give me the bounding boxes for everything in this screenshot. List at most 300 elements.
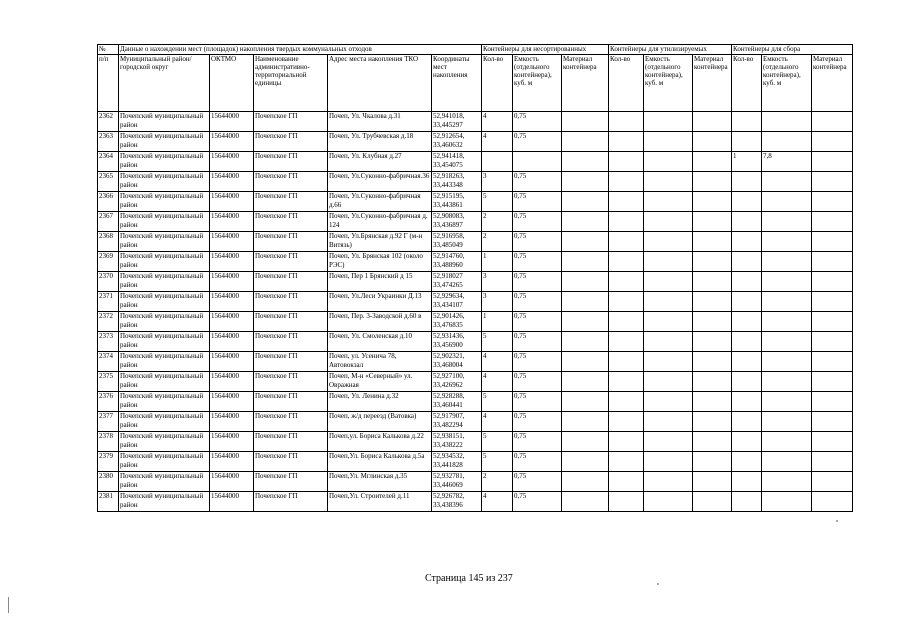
header-group-recycle: Контейнеры для утилизируемых: [609, 45, 732, 55]
cell-m2: [693, 212, 732, 232]
cell-address: Почеп, Ул. Чкалова д.31: [328, 112, 432, 132]
cell-m2: [693, 132, 732, 152]
cell-address: Почеп,Ул. Бориса Калькова д.5а: [328, 452, 432, 472]
cell-q2: [609, 292, 644, 312]
cell-m2: [693, 432, 732, 452]
cell-m1: [562, 112, 609, 132]
cell-q2: [609, 432, 644, 452]
cell-c1: 0,75: [513, 452, 562, 472]
cell-m3: [812, 192, 853, 212]
cell-unit: Почепское ГП: [254, 112, 328, 132]
header-row-groups: [98, 45, 853, 55]
cell-address: Почеп, Ул.Суконно-фабричная д. 124: [328, 212, 432, 232]
cell-m3: [812, 132, 853, 152]
cell-oktmo: 15644000: [210, 112, 254, 132]
cell-no: 2374: [98, 352, 119, 372]
cell-no: 2376: [98, 392, 119, 412]
cell-m2: [693, 392, 732, 412]
cell-c3: [762, 432, 812, 452]
cell-m3: [812, 432, 853, 452]
cell-unit: Почепское ГП: [254, 472, 328, 492]
cell-c1: 0,75: [513, 252, 562, 272]
cell-c1: 0,75: [513, 232, 562, 252]
cell-oktmo: 15644000: [210, 272, 254, 292]
cell-unit: Почепское ГП: [254, 432, 328, 452]
cell-c3: [762, 272, 812, 292]
table-body: [98, 112, 853, 512]
table-row: [98, 192, 853, 212]
table-row: [98, 332, 853, 352]
cell-m1: [562, 252, 609, 272]
table-row: [98, 272, 853, 292]
cell-q2: [609, 152, 644, 172]
cell-q3: [732, 112, 762, 132]
cell-c2: [644, 452, 693, 472]
cell-coords: 52,927100, 33,426962: [432, 372, 482, 392]
cell-address: Почеп, Ул.Суконно-фабричная.36: [328, 172, 432, 192]
cell-no: 2371: [98, 292, 119, 312]
cell-m2: [693, 332, 732, 352]
cell-q3: [732, 412, 762, 432]
cell-no: 2380: [98, 472, 119, 492]
header-np: п/п: [98, 55, 119, 112]
cell-district: Почепский муниципальный район: [119, 172, 210, 192]
cell-q2: [609, 172, 644, 192]
cell-m1: [562, 332, 609, 352]
cell-coords: 52,902321, 33,468004: [432, 352, 482, 372]
table-row: [98, 292, 853, 312]
cell-c2: [644, 372, 693, 392]
cell-q2: [609, 492, 644, 512]
cell-district: Почепский муниципальный район: [119, 312, 210, 332]
cell-c1: 0,75: [513, 352, 562, 372]
cell-coords: 52,931436, 33,456900: [432, 332, 482, 352]
cell-m1: [562, 192, 609, 212]
cell-q1: 1: [482, 312, 513, 332]
cell-c3: [762, 392, 812, 412]
header-capacity-recycle: Емкость (отдельного контейнера), куб. м: [644, 55, 693, 112]
cell-m1: [562, 272, 609, 292]
cell-c2: [644, 472, 693, 492]
cell-c3: [762, 132, 812, 152]
cell-q2: [609, 452, 644, 472]
cell-m1: [562, 392, 609, 412]
cell-c1: 0,75: [513, 192, 562, 212]
cell-coords: 52,926782, 33,438396: [432, 492, 482, 512]
table-row: [98, 312, 853, 332]
scan-speck: [836, 520, 838, 522]
cell-q3: [732, 312, 762, 332]
cell-c3: [762, 412, 812, 432]
cell-q1: 4: [482, 372, 513, 392]
cell-coords: 52,918263, 33,443348: [432, 172, 482, 192]
cell-q2: [609, 352, 644, 372]
cell-m1: [562, 232, 609, 252]
cell-coords: 52,917907, 33,482294: [432, 412, 482, 432]
cell-q2: [609, 392, 644, 412]
cell-oktmo: 15644000: [210, 212, 254, 232]
cell-q3: 1: [732, 152, 762, 172]
cell-coords: 52,914760, 33,488960: [432, 252, 482, 272]
cell-no: 2379: [98, 452, 119, 472]
cell-district: Почепский муниципальный район: [119, 352, 210, 372]
cell-m1: [562, 472, 609, 492]
cell-oktmo: 15644000: [210, 252, 254, 272]
table-row: [98, 372, 853, 392]
table-row: [98, 212, 853, 232]
cell-c1: 0,75: [513, 372, 562, 392]
cell-c2: [644, 392, 693, 412]
cell-c3: [762, 372, 812, 392]
cell-c3: 7,8: [762, 152, 812, 172]
cell-q2: [609, 312, 644, 332]
cell-c3: [762, 492, 812, 512]
header-material-recycle: Материал контейнера: [693, 55, 732, 112]
cell-address: Почеп, М-н «Северный» ул. Овражная: [328, 372, 432, 392]
cell-c3: [762, 452, 812, 472]
cell-address: Почеп, Ул.Суконно-фабричная д.66: [328, 192, 432, 212]
cell-m2: [693, 312, 732, 332]
cell-q1: 4: [482, 352, 513, 372]
header-group-collect: Контейнеры для сбора: [732, 45, 853, 55]
cell-c3: [762, 312, 812, 332]
cell-oktmo: 15644000: [210, 332, 254, 352]
cell-c2: [644, 412, 693, 432]
cell-c1: 0,75: [513, 112, 562, 132]
header-no: №: [98, 45, 119, 55]
cell-address: Почеп, Пер. 3-Заводской д.60 в: [328, 312, 432, 332]
cell-m3: [812, 112, 853, 132]
cell-district: Почепский муниципальный район: [119, 392, 210, 412]
cell-address: Почеп, Пер 1 Брянский д 15: [328, 272, 432, 292]
cell-oktmo: 15644000: [210, 372, 254, 392]
cell-q3: [732, 452, 762, 472]
cell-c3: [762, 192, 812, 212]
cell-m1: [562, 412, 609, 432]
cell-district: Почепский муниципальный район: [119, 292, 210, 312]
cell-no: 2381: [98, 492, 119, 512]
cell-m3: [812, 492, 853, 512]
header-material-nonsorted: Материал контейнера: [562, 55, 609, 112]
cell-coords: 52,918027 33,474265: [432, 272, 482, 292]
cell-q3: [732, 252, 762, 272]
header-admname: Наименование административно-территориальной единицы: [254, 55, 328, 112]
cell-unit: Почепское ГП: [254, 212, 328, 232]
page-number: Страница 145 из 237: [425, 573, 513, 584]
cell-q1: 5: [482, 192, 513, 212]
cell-m1: [562, 452, 609, 472]
cell-oktmo: 15644000: [210, 172, 254, 192]
cell-no: 2365: [98, 172, 119, 192]
scan-speck: [657, 583, 659, 585]
cell-q3: [732, 372, 762, 392]
cell-q1: 5: [482, 392, 513, 412]
cell-m3: [812, 412, 853, 432]
cell-district: Почепский муниципальный район: [119, 412, 210, 432]
cell-coords: 52,941418, 33,454075: [432, 152, 482, 172]
table-row: [98, 412, 853, 432]
cell-q2: [609, 252, 644, 272]
header-row-columns: [98, 55, 853, 112]
cell-c1: 0,75: [513, 412, 562, 432]
cell-m1: [562, 152, 609, 172]
cell-c3: [762, 212, 812, 232]
cell-q3: [732, 352, 762, 372]
header-capacity-nonsorted: Емкость (отдельного контейнера), куб. м: [513, 55, 562, 112]
cell-oktmo: 15644000: [210, 192, 254, 212]
cell-no: 2364: [98, 152, 119, 172]
cell-address: Почеп, Ул. Ленина д.32: [328, 392, 432, 412]
cell-address: Почеп, ул. Усенича 78, Автовокзал: [328, 352, 432, 372]
cell-address: Почеп,Ул. Мглинская д.35: [328, 472, 432, 492]
cell-address: Почеп, Ул.Леси Украинки Д.13: [328, 292, 432, 312]
cell-c2: [644, 352, 693, 372]
cell-no: 2370: [98, 272, 119, 292]
cell-district: Почепский муниципальный район: [119, 372, 210, 392]
cell-unit: Почепское ГП: [254, 312, 328, 332]
cell-c2: [644, 492, 693, 512]
cell-oktmo: 15644000: [210, 392, 254, 412]
waste-sites-table: [97, 44, 853, 512]
cell-oktmo: 15644000: [210, 292, 254, 312]
cell-unit: Почепское ГП: [254, 252, 328, 272]
cell-q1: 4: [482, 132, 513, 152]
cell-coords: 52,908083, 33,436897: [432, 212, 482, 232]
cell-m3: [812, 172, 853, 192]
cell-unit: Почепское ГП: [254, 352, 328, 372]
cell-q1: 5: [482, 332, 513, 352]
cell-oktmo: 15644000: [210, 432, 254, 452]
cell-coords: 52,915195, 33,443861: [432, 192, 482, 212]
cell-oktmo: 15644000: [210, 472, 254, 492]
cell-district: Почепский муниципальный район: [119, 232, 210, 252]
cell-coords: 52,932781, 33,446069: [432, 472, 482, 492]
header-group-nonsorted: Контейнеры для несортированных: [482, 45, 609, 55]
cell-q1: 5: [482, 432, 513, 452]
cell-q3: [732, 292, 762, 312]
cell-unit: Почепское ГП: [254, 172, 328, 192]
cell-district: Почепский муниципальный район: [119, 132, 210, 152]
cell-coords: 52,934532, 33,441828: [432, 452, 482, 472]
cell-coords: 52,912654, 33,460632: [432, 132, 482, 152]
cell-m2: [693, 232, 732, 252]
cell-c1: 0,75: [513, 132, 562, 152]
cell-district: Почепский муниципальный район: [119, 192, 210, 212]
cell-c2: [644, 192, 693, 212]
cell-q2: [609, 412, 644, 432]
cell-c3: [762, 172, 812, 192]
cell-unit: Почепское ГП: [254, 152, 328, 172]
cell-c1: 0,75: [513, 172, 562, 192]
cell-c1: 0,75: [513, 332, 562, 352]
cell-q3: [732, 192, 762, 212]
cell-m3: [812, 292, 853, 312]
cell-m2: [693, 192, 732, 212]
cell-c3: [762, 232, 812, 252]
cell-c3: [762, 332, 812, 352]
cell-q3: [732, 472, 762, 492]
cell-oktmo: 15644000: [210, 132, 254, 152]
cell-q3: [732, 172, 762, 192]
cell-m1: [562, 372, 609, 392]
table-row: [98, 112, 853, 132]
cell-m2: [693, 492, 732, 512]
cell-m2: [693, 472, 732, 492]
cell-c1: 0,75: [513, 432, 562, 452]
cell-c3: [762, 472, 812, 492]
table-row: [98, 432, 853, 452]
cell-district: Почепский муниципальный район: [119, 272, 210, 292]
table-row: [98, 392, 853, 412]
cell-q1: 4: [482, 492, 513, 512]
header-coords: Координаты мест накопления: [432, 55, 482, 112]
cell-c2: [644, 252, 693, 272]
cell-q1: 4: [482, 112, 513, 132]
cell-c2: [644, 172, 693, 192]
cell-oktmo: 15644000: [210, 412, 254, 432]
cell-m2: [693, 352, 732, 372]
cell-m3: [812, 212, 853, 232]
cell-address: Почеп, Ул.Брянская д.92 Г (м-н Витязь): [328, 232, 432, 252]
cell-q1: 2: [482, 472, 513, 492]
cell-address: Почеп, ж/д переезд (Ватовка): [328, 412, 432, 432]
cell-oktmo: 15644000: [210, 492, 254, 512]
cell-q1: 2: [482, 232, 513, 252]
cell-address: Почеп, Ул. Клубная д.27: [328, 152, 432, 172]
cell-coords: 52,916958, 33,485049: [432, 232, 482, 252]
cell-m1: [562, 492, 609, 512]
cell-no: 2373: [98, 332, 119, 352]
cell-c2: [644, 132, 693, 152]
cell-unit: Почепское ГП: [254, 132, 328, 152]
cell-q2: [609, 332, 644, 352]
cell-m1: [562, 292, 609, 312]
cell-c1: 0,75: [513, 472, 562, 492]
table-row: [98, 472, 853, 492]
cell-c2: [644, 292, 693, 312]
cell-q2: [609, 132, 644, 152]
cell-no: 2367: [98, 212, 119, 232]
cell-unit: Почепское ГП: [254, 332, 328, 352]
cell-c3: [762, 112, 812, 132]
cell-no: 2377: [98, 412, 119, 432]
cell-m1: [562, 312, 609, 332]
cell-district: Почепский муниципальный район: [119, 252, 210, 272]
cell-m3: [812, 272, 853, 292]
cell-q3: [732, 332, 762, 352]
cell-no: 2372: [98, 312, 119, 332]
table-row: [98, 252, 853, 272]
cell-oktmo: 15644000: [210, 152, 254, 172]
cell-district: Почепский муниципальный район: [119, 492, 210, 512]
cell-c2: [644, 212, 693, 232]
table-row: [98, 152, 853, 172]
cell-m2: [693, 112, 732, 132]
cell-q2: [609, 112, 644, 132]
cell-no: 2369: [98, 252, 119, 272]
cell-c1: 0,75: [513, 212, 562, 232]
cell-oktmo: 15644000: [210, 312, 254, 332]
cell-oktmo: 15644000: [210, 452, 254, 472]
table-row: [98, 492, 853, 512]
cell-m3: [812, 232, 853, 252]
cell-c1: [513, 152, 562, 172]
cell-coords: 52,938151, 33,438222: [432, 432, 482, 452]
cell-unit: Почепское ГП: [254, 232, 328, 252]
cell-m2: [693, 272, 732, 292]
cell-q3: [732, 272, 762, 292]
margin-mark: [8, 597, 9, 613]
cell-district: Почепский муниципальный район: [119, 112, 210, 132]
cell-oktmo: 15644000: [210, 352, 254, 372]
cell-m2: [693, 372, 732, 392]
cell-no: 2368: [98, 232, 119, 252]
cell-c1: 0,75: [513, 292, 562, 312]
cell-address: Почеп,Ул. Строителей д.11: [328, 492, 432, 512]
cell-q1: 4: [482, 412, 513, 432]
cell-c2: [644, 232, 693, 252]
cell-m2: [693, 252, 732, 272]
cell-m3: [812, 372, 853, 392]
cell-district: Почепский муниципальный район: [119, 152, 210, 172]
cell-c2: [644, 332, 693, 352]
cell-c3: [762, 252, 812, 272]
cell-q2: [609, 232, 644, 252]
cell-unit: Почепское ГП: [254, 292, 328, 312]
table-row: [98, 172, 853, 192]
table-row: [98, 352, 853, 372]
cell-c2: [644, 432, 693, 452]
cell-m2: [693, 292, 732, 312]
cell-address: Почеп,ул. Бориса Калькова д.22: [328, 432, 432, 452]
cell-no: 2363: [98, 132, 119, 152]
cell-q3: [732, 132, 762, 152]
cell-q2: [609, 372, 644, 392]
table-row: [98, 132, 853, 152]
header-qty-recycle: Кол-во: [609, 55, 644, 112]
cell-q2: [609, 192, 644, 212]
cell-m3: [812, 312, 853, 332]
cell-q1: 3: [482, 272, 513, 292]
table-row: [98, 452, 853, 472]
cell-m3: [812, 352, 853, 372]
cell-address: Почеп, Ул. Трубчевская д.18: [328, 132, 432, 152]
cell-district: Почепский муниципальный район: [119, 332, 210, 352]
cell-unit: Почепское ГП: [254, 452, 328, 472]
cell-m2: [693, 412, 732, 432]
cell-c1: 0,75: [513, 272, 562, 292]
cell-unit: Почепское ГП: [254, 192, 328, 212]
cell-m3: [812, 452, 853, 472]
cell-unit: Почепское ГП: [254, 412, 328, 432]
header-municipal: Муниципальный район/городской округ: [119, 55, 210, 112]
cell-m2: [693, 172, 732, 192]
header-qty-nonsorted: Кол-во: [482, 55, 513, 112]
cell-q1: [482, 152, 513, 172]
header-material-collect: Материал контейнера: [812, 55, 853, 112]
cell-c2: [644, 272, 693, 292]
header-qty-collect: Кол-во: [732, 55, 762, 112]
cell-oktmo: 15644000: [210, 232, 254, 252]
cell-coords: 52,929634, 33,434107: [432, 292, 482, 312]
cell-c3: [762, 352, 812, 372]
cell-no: 2375: [98, 372, 119, 392]
cell-m1: [562, 132, 609, 152]
cell-q1: 1: [482, 252, 513, 272]
cell-coords: 52,928288, 33,460441: [432, 392, 482, 412]
cell-no: 2362: [98, 112, 119, 132]
cell-q1: 5: [482, 452, 513, 472]
